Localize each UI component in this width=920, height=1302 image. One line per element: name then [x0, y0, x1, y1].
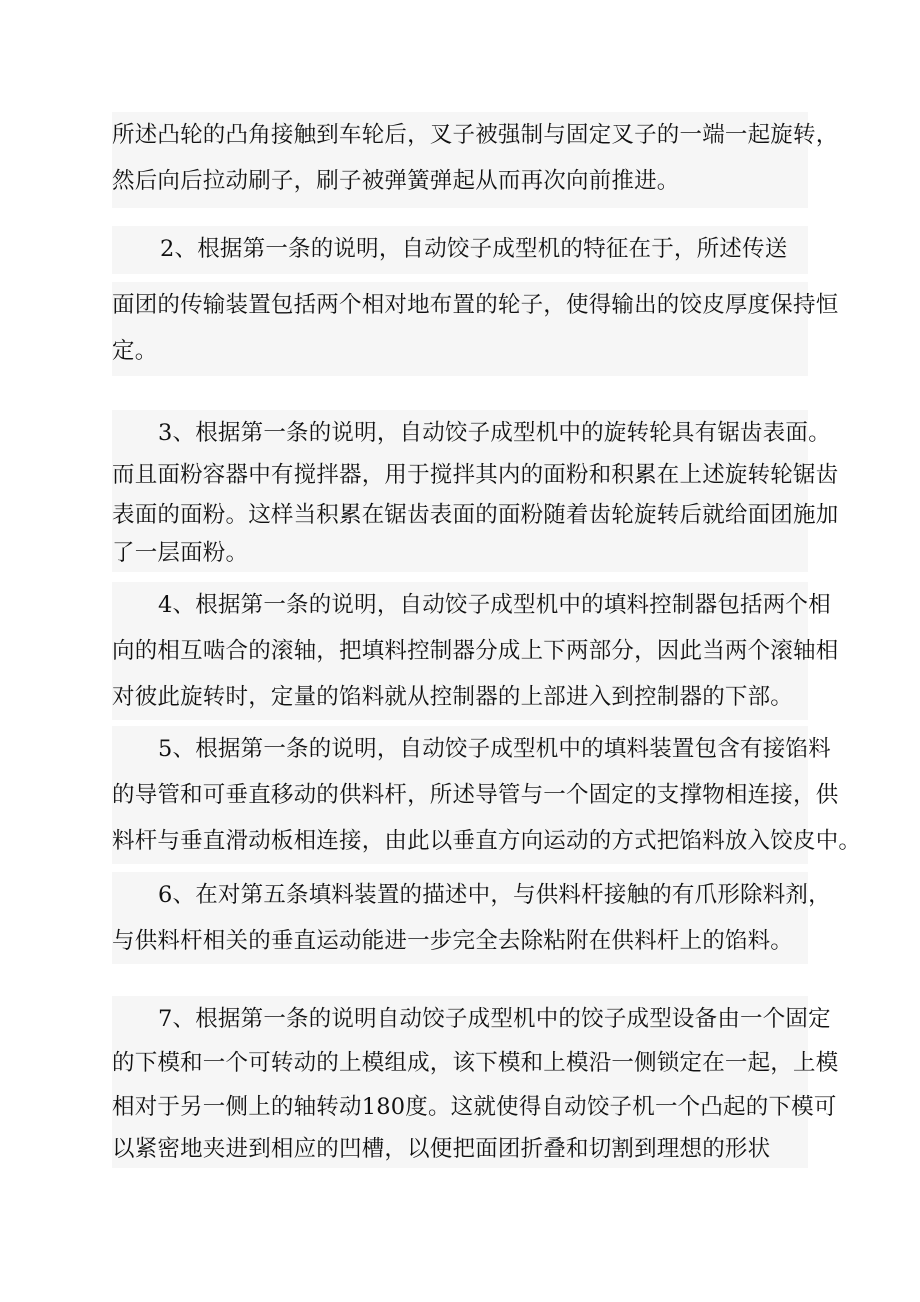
paragraph-claim-3 — [112, 410, 839, 572]
text-line: 面团的传输装置包括两个相对地布置的轮子，使得输出的饺皮厚度保持恒 — [112, 292, 839, 318]
text-line: 6、在对第五条填料装置的描述中，与供料杆接触的有爪形除料剂， — [158, 882, 831, 908]
paragraph-claim-6 — [112, 872, 831, 964]
paragraph-claim-2-body — [112, 282, 839, 376]
text-line: 了一层面粉。 — [112, 540, 249, 566]
paragraph-claim-4 — [112, 582, 839, 720]
paragraph-claim-1-continued — [112, 112, 839, 208]
text-line: 所述凸轮的凸角接触到车轮后，叉子被强制与固定叉子的一端一起旋转， — [112, 122, 839, 148]
text-line: 3、根据第一条的说明，自动饺子成型机中的旋转轮具有锯齿表面。 — [158, 420, 831, 446]
text-line: 表面的面粉。这样当积累在锯齿表面的面粉随着齿轮旋转后就给面团施加 — [112, 502, 839, 528]
text-line: 然后向后拉动刷子，刷子被弹簧弹起从而再次向前推进。 — [112, 168, 680, 194]
paragraph-claim-7 — [112, 996, 839, 1168]
text-line: 的下模和一个可转动的上模组成，该下模和上模沿一侧锁定在一起，上模 — [112, 1050, 839, 1076]
text-line: 与供料杆相关的垂直运动能进一步完全去除粘附在供料杆上的馅料。 — [112, 928, 794, 954]
text-line: 的导管和可垂直移动的供料杆，所述导管与一个固定的支撑物相连接，供 — [112, 782, 839, 808]
text-line: 而且面粉容器中有搅拌器，用于搅拌其内的面粉和积累在上述旋转轮锯齿 — [112, 462, 839, 488]
paragraph-claim-5 — [112, 726, 862, 864]
text-line: 料杆与垂直滑动板相连接，由此以垂直方向运动的方式把馅料放入饺皮中。 — [112, 828, 862, 854]
text-line: 4、根据第一条的说明，自动饺子成型机中的填料控制器包括两个相 — [158, 592, 831, 618]
text-line: 5、根据第一条的说明，自动饺子成型机中的填料装置包含有接馅料 — [158, 736, 831, 762]
text-line: 以紧密地夹进到相应的凹槽，以便把面团折叠和切割到理想的形状 — [112, 1136, 771, 1162]
text-line: 2、根据第一条的说明，自动饺子成型机的特征在于，所述传送 — [160, 236, 788, 262]
text-line: 相对于另一侧上的轴转动180度。这就使得自动饺子机一个凸起的下模可 — [112, 1094, 837, 1120]
text-line: 定。 — [112, 338, 158, 364]
text-line: 对彼此旋转时，定量的馅料就从控制器的上部进入到控制器的下部。 — [112, 684, 794, 710]
paragraph-claim-2-heading — [112, 226, 808, 274]
text-line: 向的相互啮合的滚轴，把填料控制器分成上下两部分，因此当两个滚轴相 — [112, 638, 839, 664]
text-line: 7、根据第一条的说明自动饺子成型机中的饺子成型设备由一个固定 — [158, 1006, 831, 1032]
